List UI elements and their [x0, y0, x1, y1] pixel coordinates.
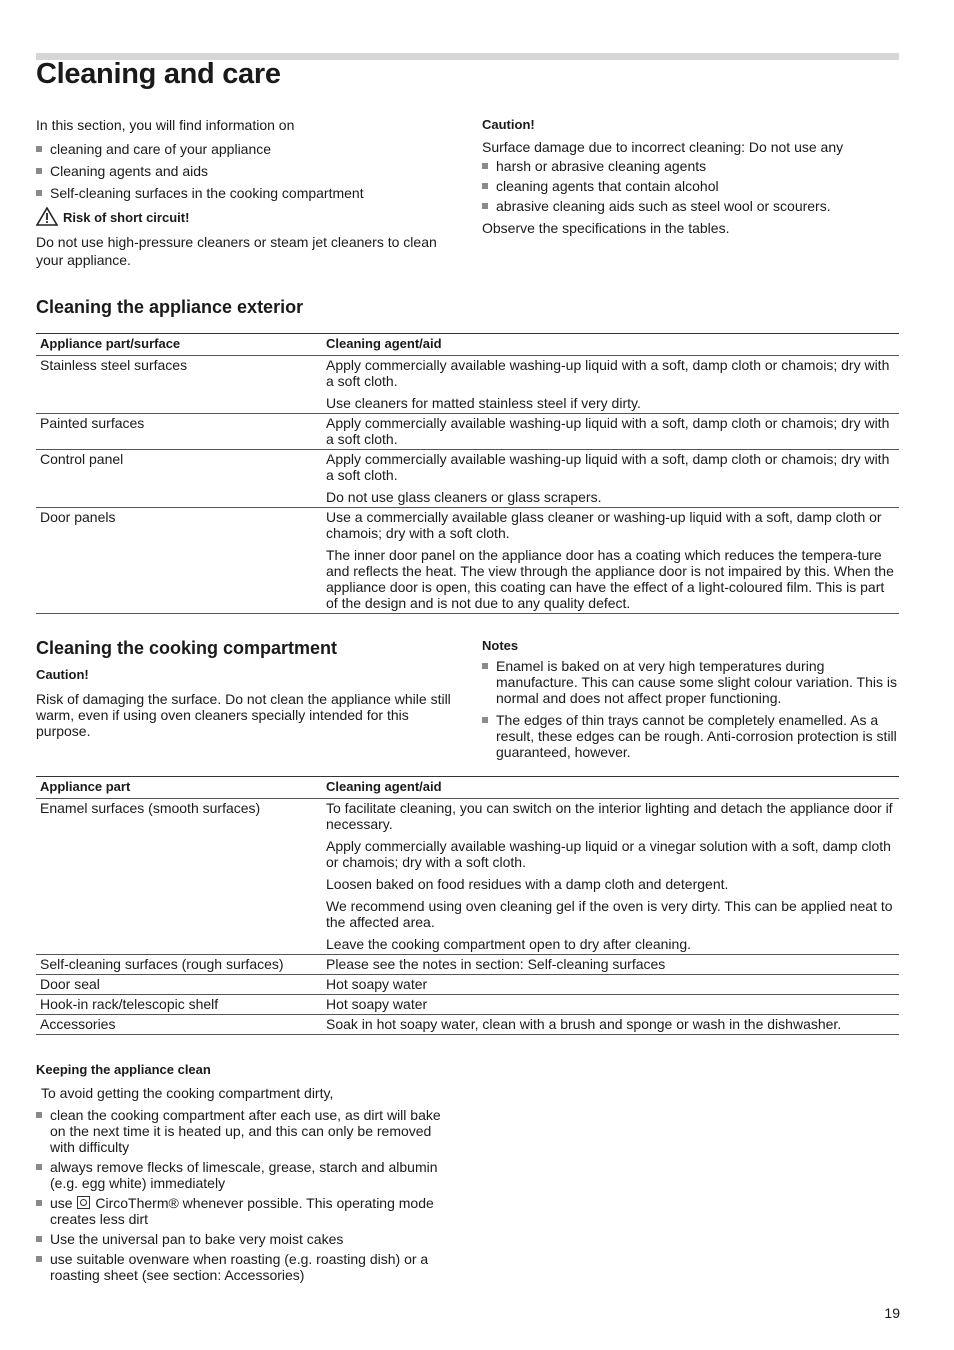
notes-title: Notes	[482, 638, 519, 653]
caution-text: Risk of damaging the surface. Do not clean the appliance while still warm, even if using oven cleaners specially intended for this purpose.	[36, 691, 451, 739]
list-item: use suitable ovenware when roasting (e.g. roasting dish) or a roasting sheet (see section: Accessories)	[36, 1251, 456, 1283]
caution-section	[482, 117, 892, 236]
page-title: Cleaning and care	[36, 58, 281, 90]
table-cell: Control panel	[36, 450, 322, 508]
cell-text: Loosen baked on food residues with a damp cloth and detergent.	[326, 876, 729, 892]
table-cell	[322, 955, 899, 975]
cell-text: Apply commercially available washing-up liquid with a soft, damp cloth or chamois; dry with a soft cloth.	[326, 357, 890, 389]
warning-title: Risk of short circuit!	[63, 210, 190, 225]
table-header-row	[36, 777, 899, 799]
table-cell	[322, 1015, 899, 1035]
caution-title: Caution!	[36, 667, 89, 682]
cell-text: Apply commercially available washing-up liquid with a soft, damp cloth or chamois; dry with a soft cloth.	[326, 415, 890, 447]
warning-icon	[36, 207, 58, 229]
cell-text: Apply commercially available washing-up liquid with a soft, damp cloth or chamois; dry with a soft cloth.	[326, 451, 890, 483]
keep-clean-lead: To avoid getting the cooking compartment dirty,	[41, 1085, 334, 1101]
cell-text: Leave the cooking compartment open to dry after cleaning.	[326, 936, 691, 952]
table-header-row	[36, 334, 899, 356]
table-cell: Hook-in rack/telescopic shelf	[36, 995, 322, 1015]
list-item-circotherm	[36, 1195, 456, 1227]
list-item: cleaning and care of your appliance	[36, 141, 456, 157]
table-cell: Enamel surfaces (smooth surfaces)	[36, 799, 322, 955]
circo-prefix: use	[50, 1195, 73, 1211]
list-item: Self-cleaning surfaces in the cooking compartment	[36, 185, 456, 201]
table-cell	[322, 995, 899, 1015]
cell-text: Hot soapy water	[326, 996, 428, 1012]
exterior-heading: Cleaning the appliance exterior	[36, 297, 304, 317]
notes-list	[482, 658, 897, 760]
table-cell	[322, 508, 899, 614]
keep-clean-list	[36, 1107, 456, 1283]
list-item: Cleaning agents and aids	[36, 163, 456, 179]
intro-section	[36, 117, 456, 269]
page-number: 19	[884, 1305, 900, 1321]
cell-text: Soak in hot soapy water, clean with a brush and sponge or wash in the dishwasher.	[326, 1016, 842, 1032]
compartment-caution	[36, 667, 456, 739]
table-row	[36, 799, 899, 955]
table-cell: Painted surfaces	[36, 414, 322, 450]
list-item: cleaning agents that contain alcohol	[482, 178, 892, 194]
column-header: Appliance part	[36, 777, 322, 799]
column-header: Cleaning agent/aid	[322, 777, 899, 799]
list-item: always remove flecks of limescale, grease, starch and albumin (e.g. egg white) immediately	[36, 1159, 456, 1191]
column-header: Appliance part/surface	[36, 334, 322, 356]
intro-list	[36, 141, 456, 201]
table-cell	[322, 356, 899, 414]
compartment-table	[36, 776, 899, 1035]
warning-text: Do not use high-pressure cleaners or steam jet cleaners to clean your appliance.	[36, 234, 437, 268]
keep-clean-section	[36, 1062, 456, 1283]
list-item: Enamel is baked on at very high temperatures during manufacture. This can cause some slight colour variation. This is normal and does not affect proper functioning.	[482, 658, 897, 706]
circo-text: CircoTherm® whenever possible. This operating mode creates less dirt	[50, 1195, 434, 1227]
table-row	[36, 955, 899, 975]
table-row	[36, 356, 899, 414]
table-row	[36, 1015, 899, 1035]
caution-footer: Observe the specifications in the tables.	[482, 220, 730, 236]
table-row	[36, 414, 899, 450]
list-item: abrasive cleaning aids such as steel wool or scourers.	[482, 198, 892, 214]
cell-text: We recommend using oven cleaning gel if the oven is very dirty. This can be applied neat to the affected area.	[326, 898, 893, 930]
warning-heading	[36, 207, 456, 229]
table-cell	[322, 450, 899, 508]
list-item: clean the cooking compartment after each use, as dirt will bake on the next time it is heated up, and this can only be removed with difficulty	[36, 1107, 456, 1155]
table-cell: Accessories	[36, 1015, 322, 1035]
cell-text: Use cleaners for matted stainless steel if very dirty.	[326, 395, 641, 411]
cell-text: To facilitate cleaning, you can switch on the interior lighting and detach the appliance door if necessary.	[326, 800, 893, 832]
table-cell: Door seal	[36, 975, 322, 995]
table-cell	[322, 414, 899, 450]
cell-text: Use a commercially available glass cleaner or washing-up liquid with a soft, damp cloth or chamois; dry with a soft cloth.	[326, 509, 882, 541]
exterior-table	[36, 333, 899, 614]
list-item: harsh or abrasive cleaning agents	[482, 158, 892, 174]
caution-lead: Surface damage due to incorrect cleaning: Do not use any	[482, 139, 844, 155]
caution-title: Caution!	[482, 117, 535, 132]
cell-text: Hot soapy water	[326, 976, 428, 992]
compartment-heading: Cleaning the cooking compartment	[36, 638, 338, 658]
cell-text: Please see the notes in section: Self-cleaning surfaces	[326, 956, 666, 972]
list-item: The edges of thin trays cannot be completely enamelled. As a result, these edges can be rough. Anti-corrosion protection is still guaranteed, however.	[482, 712, 897, 760]
cell-text: Apply commercially available washing-up liquid or a vinegar solution with a soft, damp cloth or chamois; dry with a soft cloth.	[326, 838, 891, 870]
table-cell: Door panels	[36, 508, 322, 614]
table-cell	[322, 975, 899, 995]
table-cell	[322, 799, 899, 955]
cell-text: The inner door panel on the appliance door has a coating which reduces the tempera-ture and reflects the heat. The view through the appliance door is not impaired by this. When the appliance door is open, this coating can have the effect of a light-coloured film. This is part of the design and is not due to any quality defect.	[326, 547, 894, 611]
table-cell: Stainless steel surfaces	[36, 356, 322, 414]
notes-section	[482, 638, 897, 760]
caution-list	[482, 158, 892, 214]
cell-text: Do not use glass cleaners or glass scrapers.	[326, 489, 602, 505]
column-header: Cleaning agent/aid	[322, 334, 899, 356]
table-row	[36, 975, 899, 995]
table-row	[36, 995, 899, 1015]
list-item: Use the universal pan to bake very moist cakes	[36, 1231, 456, 1247]
intro-lead: In this section, you will find information on	[36, 117, 295, 133]
table-cell: Self-cleaning surfaces (rough surfaces)	[36, 955, 322, 975]
keep-clean-title: Keeping the appliance clean	[36, 1062, 211, 1077]
table-row	[36, 450, 899, 508]
table-row	[36, 508, 899, 614]
circotherm-icon	[77, 1196, 90, 1209]
